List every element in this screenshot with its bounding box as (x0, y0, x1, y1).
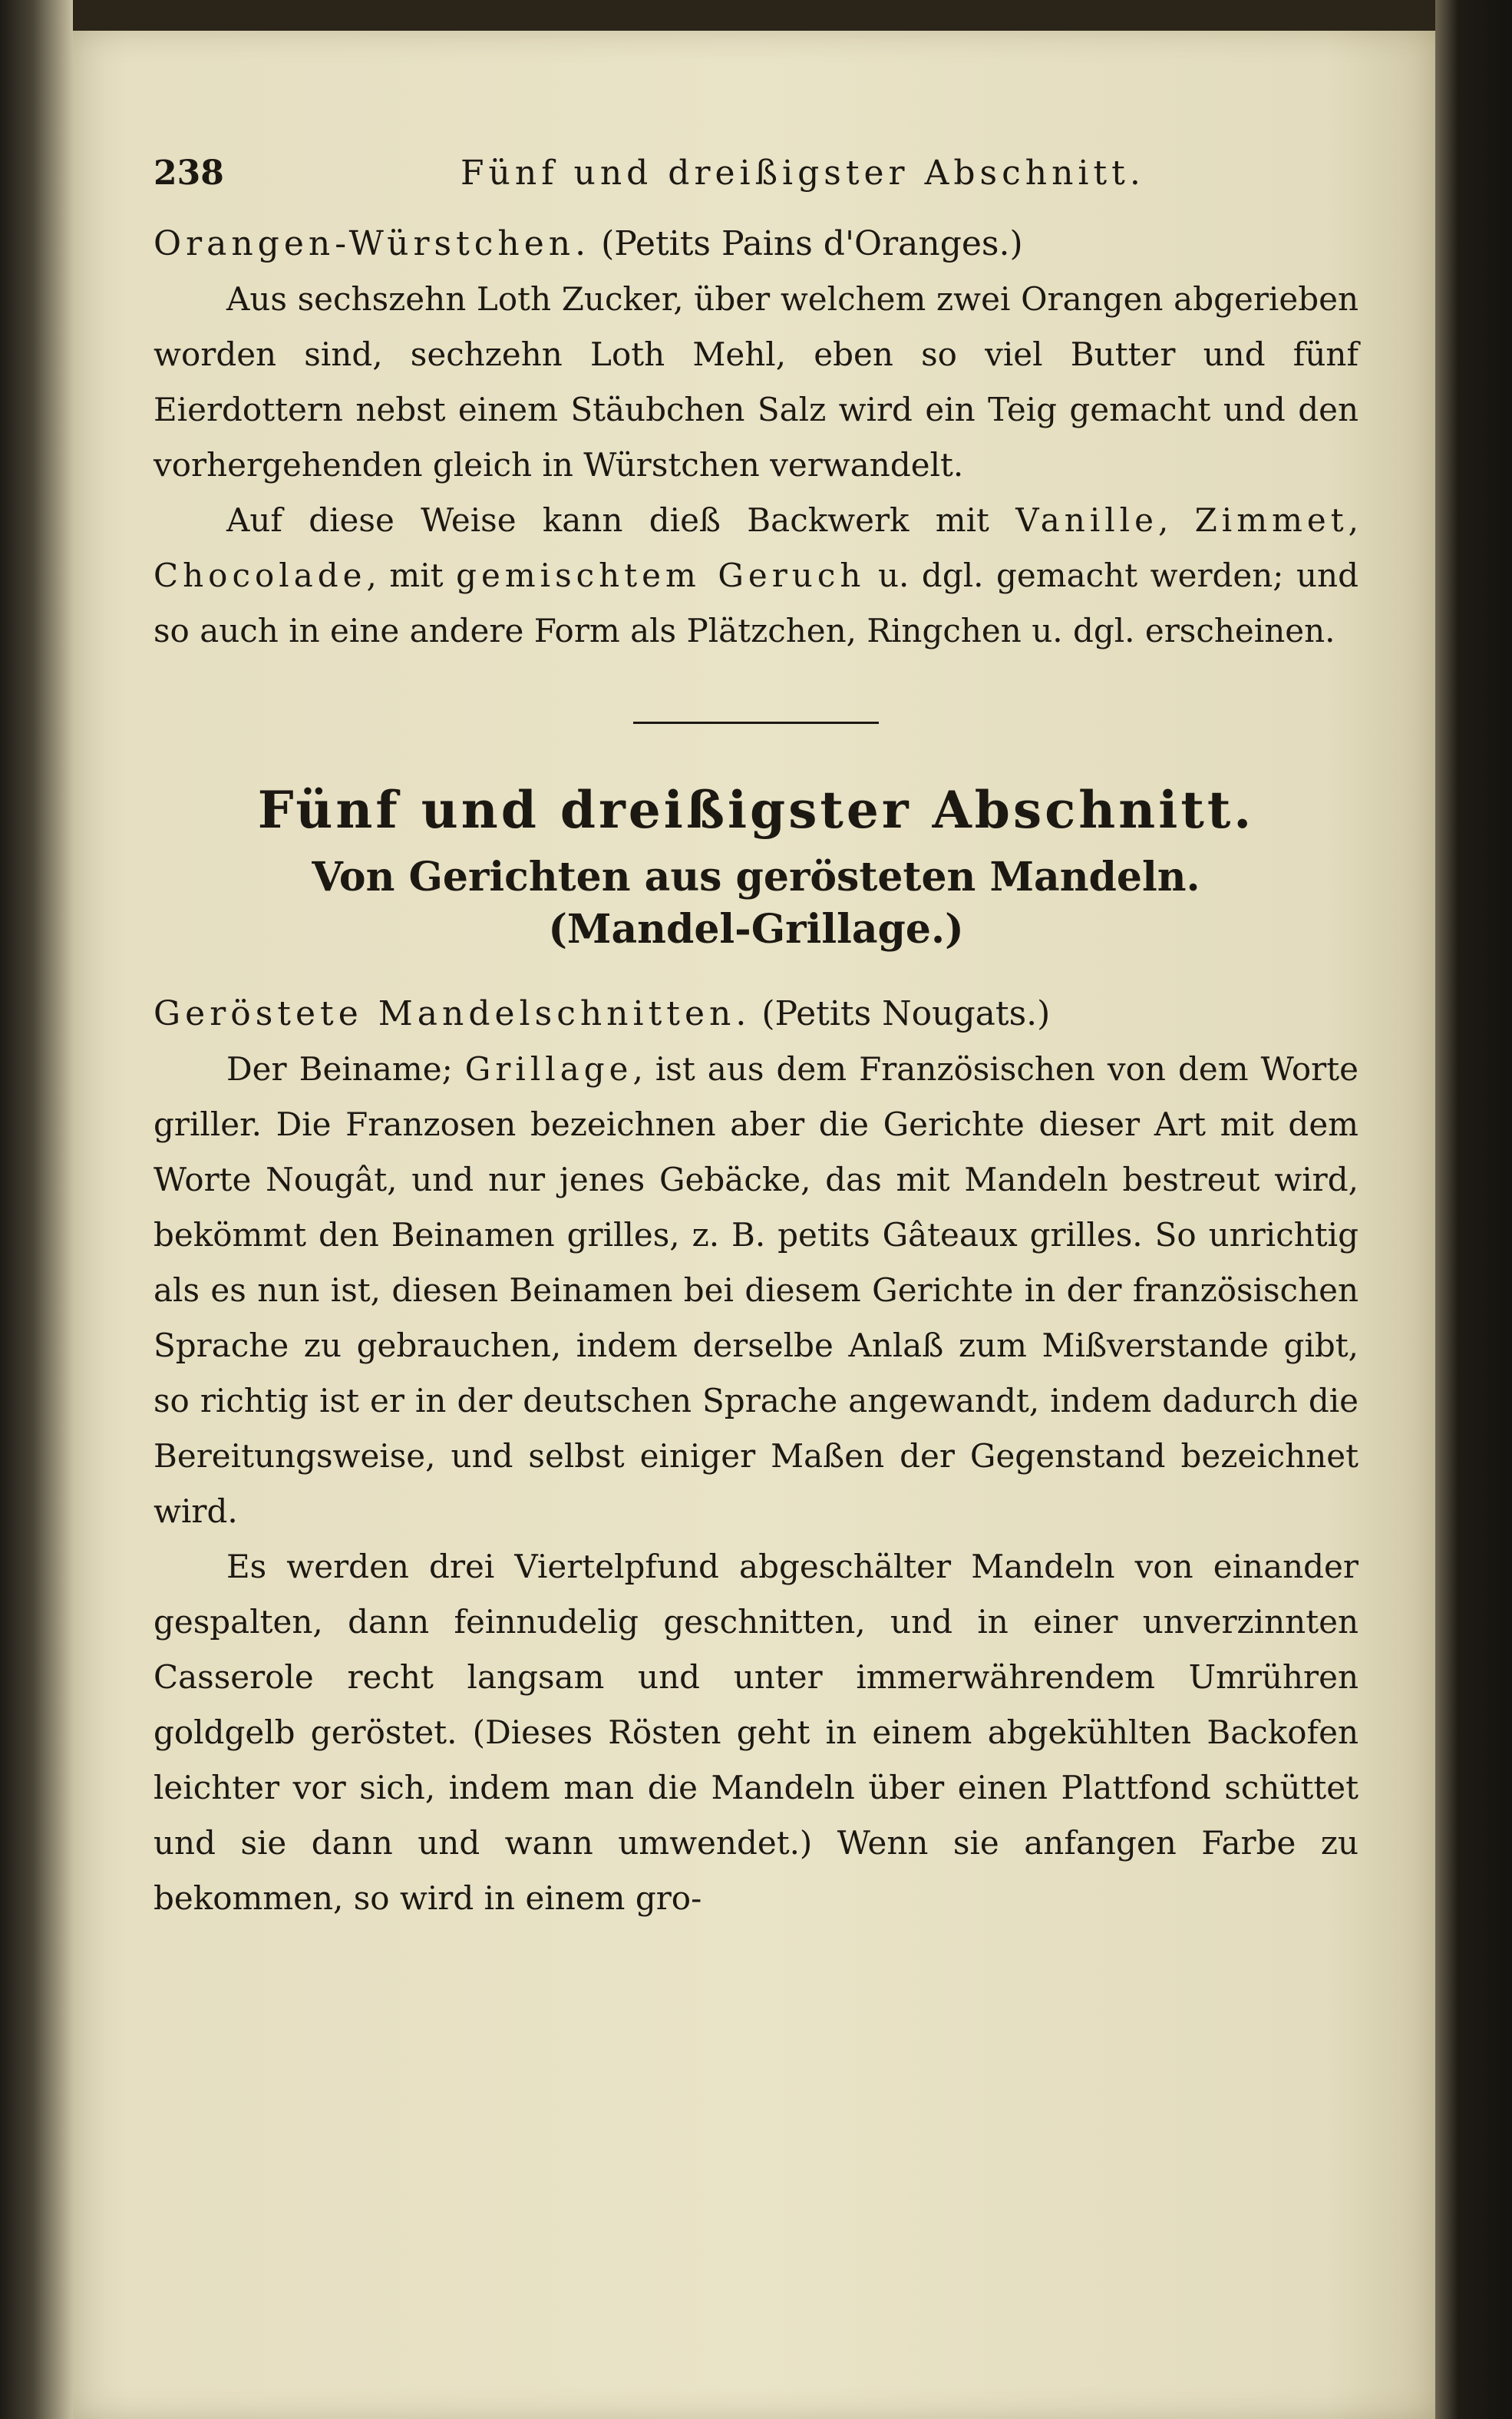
entry-title-mandelschnitten (154, 986, 1358, 1042)
paragraph (154, 1042, 1358, 1539)
text-run: , (1157, 501, 1195, 539)
page-header (154, 138, 1358, 207)
paragraph: Es werden drei Viertelpfund abgeschälter Mandeln von einander gespalten, dann feinnudelig geschnitten, und in einer unverzinnten Casserole recht langsam und unter immerwährendem Umrühren goldgelb geröstet. (Dieses Rösten geht in einem abgekühlten Backofen leichter vor sich, indem man die Mandeln über einen Plattfond schüttet und sie dann und wann umwendet.) Wenn sie anfangen Farbe zu bekommen, so wird in einem gro- (154, 1548, 1358, 1917)
section-title: Fünf und dreißigster Abschnitt. (257, 780, 1255, 840)
text-run: u. dgl. gemacht werden; und so auch in eine andere Form als Plätzchen, Ringchen u. dgl. erscheinen. (154, 557, 1358, 649)
text-run: Auf diese Weise kann dieß Backwerk mit (226, 501, 1016, 539)
emphasis-chocolade: Chocolade (154, 557, 367, 594)
book-edge (1435, 0, 1512, 2419)
entry-title-german: Geröstete Mandelschnitten. (154, 994, 751, 1033)
page-content (154, 138, 1358, 1926)
text-run: , mit (366, 557, 457, 594)
text-run: , ist aus dem Französischen von dem Worte griller. Die Franzosen bezeichnen aber die Gerichte dieser Art mit dem Worte Nougât, und nur jenes Gebäcke, das mit Mandeln bestreut wird, bekömmt den Beinamen grilles, z. B. petits Gâteaux grilles. So unrichtig als es nun ist, diesen Beinamen bei diesem Gerichte in der französischen Sprache zu gebrauchen, indem derselbe Anlaß zum Mißverstande gibt, so richtig ist er in der deutschen Sprache angewandt, indem dadurch die Bereitungsweise, und selbst einiger Maßen der Gegenstand bezeichnet wird. (154, 1050, 1358, 1530)
text-run: Der Beiname; (226, 1050, 465, 1088)
entry-title-french: (Petits Nougats.) (761, 994, 1051, 1033)
book-gutter (0, 0, 73, 2419)
paragraph (154, 493, 1358, 659)
section-subtitle-alt: (Mandel-Grillage.) (548, 906, 964, 953)
section-divider (633, 722, 879, 724)
entry-title-french: (Petits Pains d'Oranges.) (601, 224, 1023, 263)
page-number: 238 (154, 154, 224, 193)
entry-title-orangen (154, 216, 1358, 272)
running-head: Fünf und dreißigster Abschnitt. (461, 154, 1145, 193)
emphasis-vanille: Vanille (1015, 501, 1158, 539)
emphasis-geruch: gemischtem Geruch (456, 557, 866, 594)
entry-title-german: Orangen-Würstchen. (154, 224, 591, 263)
emphasis-grillage: Grillage (464, 1050, 633, 1088)
emphasis-zimmet: Zimmet (1194, 501, 1349, 539)
section-subtitle: Von Gerichten aus gerösteten Mandeln. (312, 854, 1200, 901)
paragraph: Aus sechszehn Loth Zucker, über welchem zwei Orangen abgerieben worden sind, sechzehn Loth Mehl, eben so viel Butter und fünf Eierdottern nebst einem Stäubchen Salz wird ein Teig gemacht und den vorhergehenden gleich in Würstchen verwandelt. (154, 280, 1358, 484)
text-run: , (1348, 501, 1358, 539)
